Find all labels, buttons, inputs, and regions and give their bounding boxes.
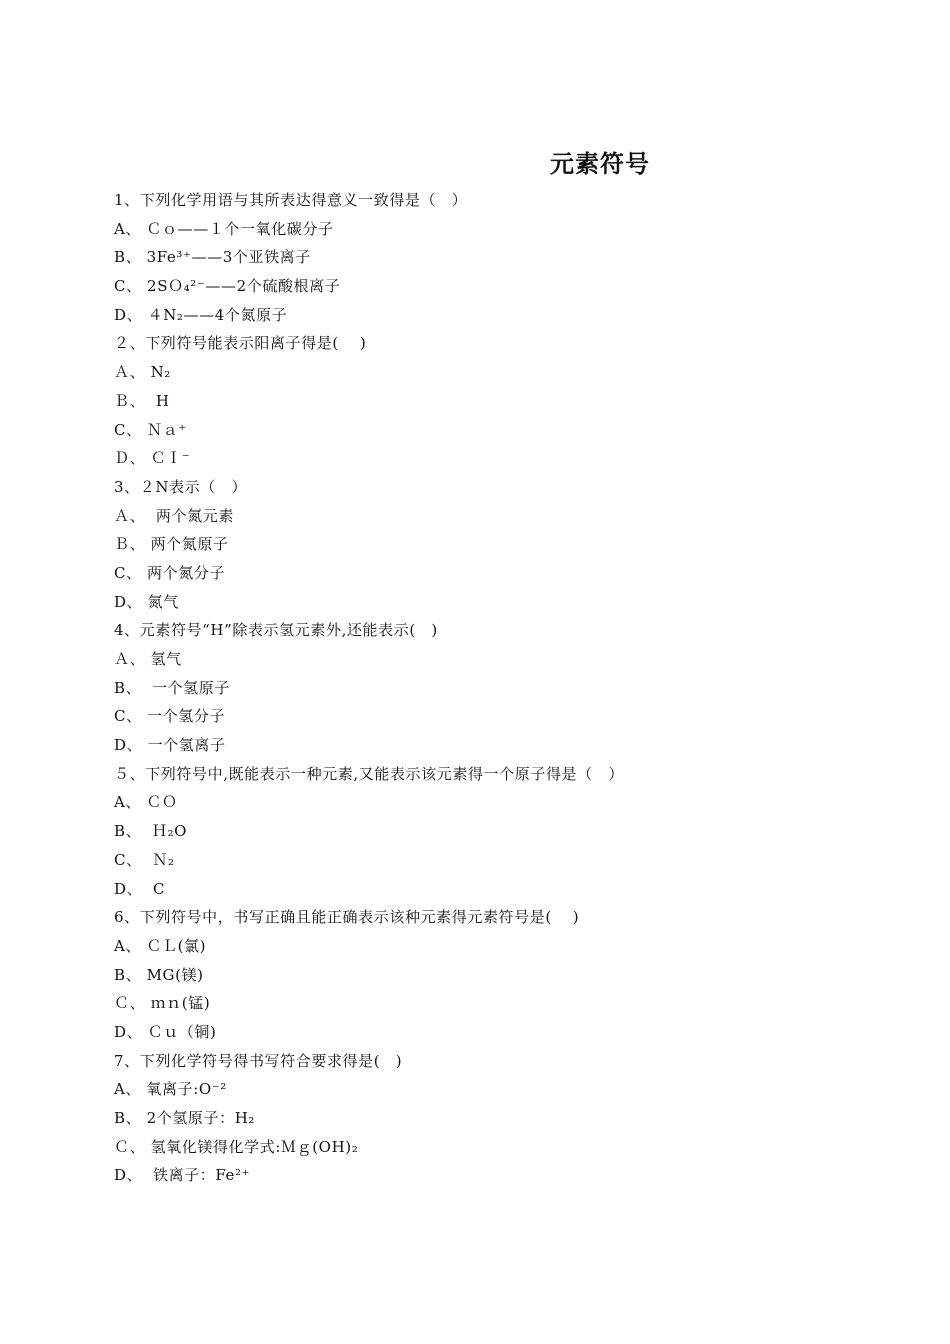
question-5: ５、下列符号中,既能表示一种元素,又能表示该元素得一个原子得是（ ）	[114, 764, 624, 783]
option-3a: Ａ、 两个氮元素	[114, 506, 234, 525]
option-3d: D、 氮气	[114, 592, 179, 611]
option-5b: B、 Ｈ₂O	[114, 822, 188, 841]
question-3: 3、２N表示（ ）	[114, 477, 248, 496]
option-5a: A、 ＣＯ	[114, 793, 178, 812]
option-6b: B、 MG(镁)	[114, 965, 204, 984]
option-1d: D、 ４N₂——4个氮原子	[114, 305, 288, 324]
page-title: 元素符号	[550, 150, 650, 178]
option-7a: A、 氧离子:O⁻²	[114, 1080, 227, 1099]
question-4: 4、元素符号“H”除表示氢元素外,还能表示( )	[114, 621, 438, 640]
option-1b: B、 3Fe³⁺——3个亚铁离子	[114, 248, 311, 267]
option-3b: Ｂ、 两个氮原子	[114, 535, 229, 554]
question-2: ２、下列符号能表示阳离子得是( )	[114, 334, 367, 353]
option-4c: C、 一个氢分子	[114, 707, 226, 726]
option-2a: Ａ、 N₂	[114, 363, 171, 382]
question-6: 6、下列符号中，书写正确且能正确表示该种元素得元素符号是( )	[114, 908, 580, 927]
option-1c: C、 2SＯ₄²⁻——2个硫酸根离子	[114, 277, 341, 296]
option-7d: D、 铁离子：Fe²⁺	[114, 1166, 251, 1185]
option-1a: A、 Ｃｏ——１个一氧化碳分子	[114, 219, 334, 238]
option-6c: Ｃ、 ｍｎ(锰)	[114, 994, 211, 1013]
option-5c: C、 Ｎ₂	[114, 850, 175, 869]
option-4a: Ａ、 氢气	[114, 650, 182, 668]
question-1: 1、下列化学用语与其所表达得意义一致得是（ ）	[114, 191, 468, 209]
question-list	[114, 186, 894, 1190]
option-4b: B、 一个氢原子	[114, 678, 230, 697]
option-4d: D、 一个氢离子	[114, 736, 226, 755]
option-7c: Ｃ、 氢氧化镁得化学式:Ｍｇ(OH)₂	[114, 1137, 359, 1156]
option-6d: D、 Ｃｕ（铜)	[114, 1022, 217, 1041]
option-5d: D、 C	[114, 879, 166, 898]
option-6a: A、 ＣＬ(氯)	[114, 936, 207, 955]
option-2b: Ｂ、 H	[114, 391, 170, 410]
option-2d: Ｄ、 ＣＩ⁻	[114, 449, 191, 468]
option-2c: C、 Ｎａ⁺	[114, 420, 187, 439]
option-3c: C、 两个氮分子	[114, 563, 226, 582]
option-7b: B、 2个氢原子：H₂	[114, 1109, 256, 1127]
question-7: 7、下列化学符号得书写符合要求得是( )	[114, 1051, 403, 1070]
